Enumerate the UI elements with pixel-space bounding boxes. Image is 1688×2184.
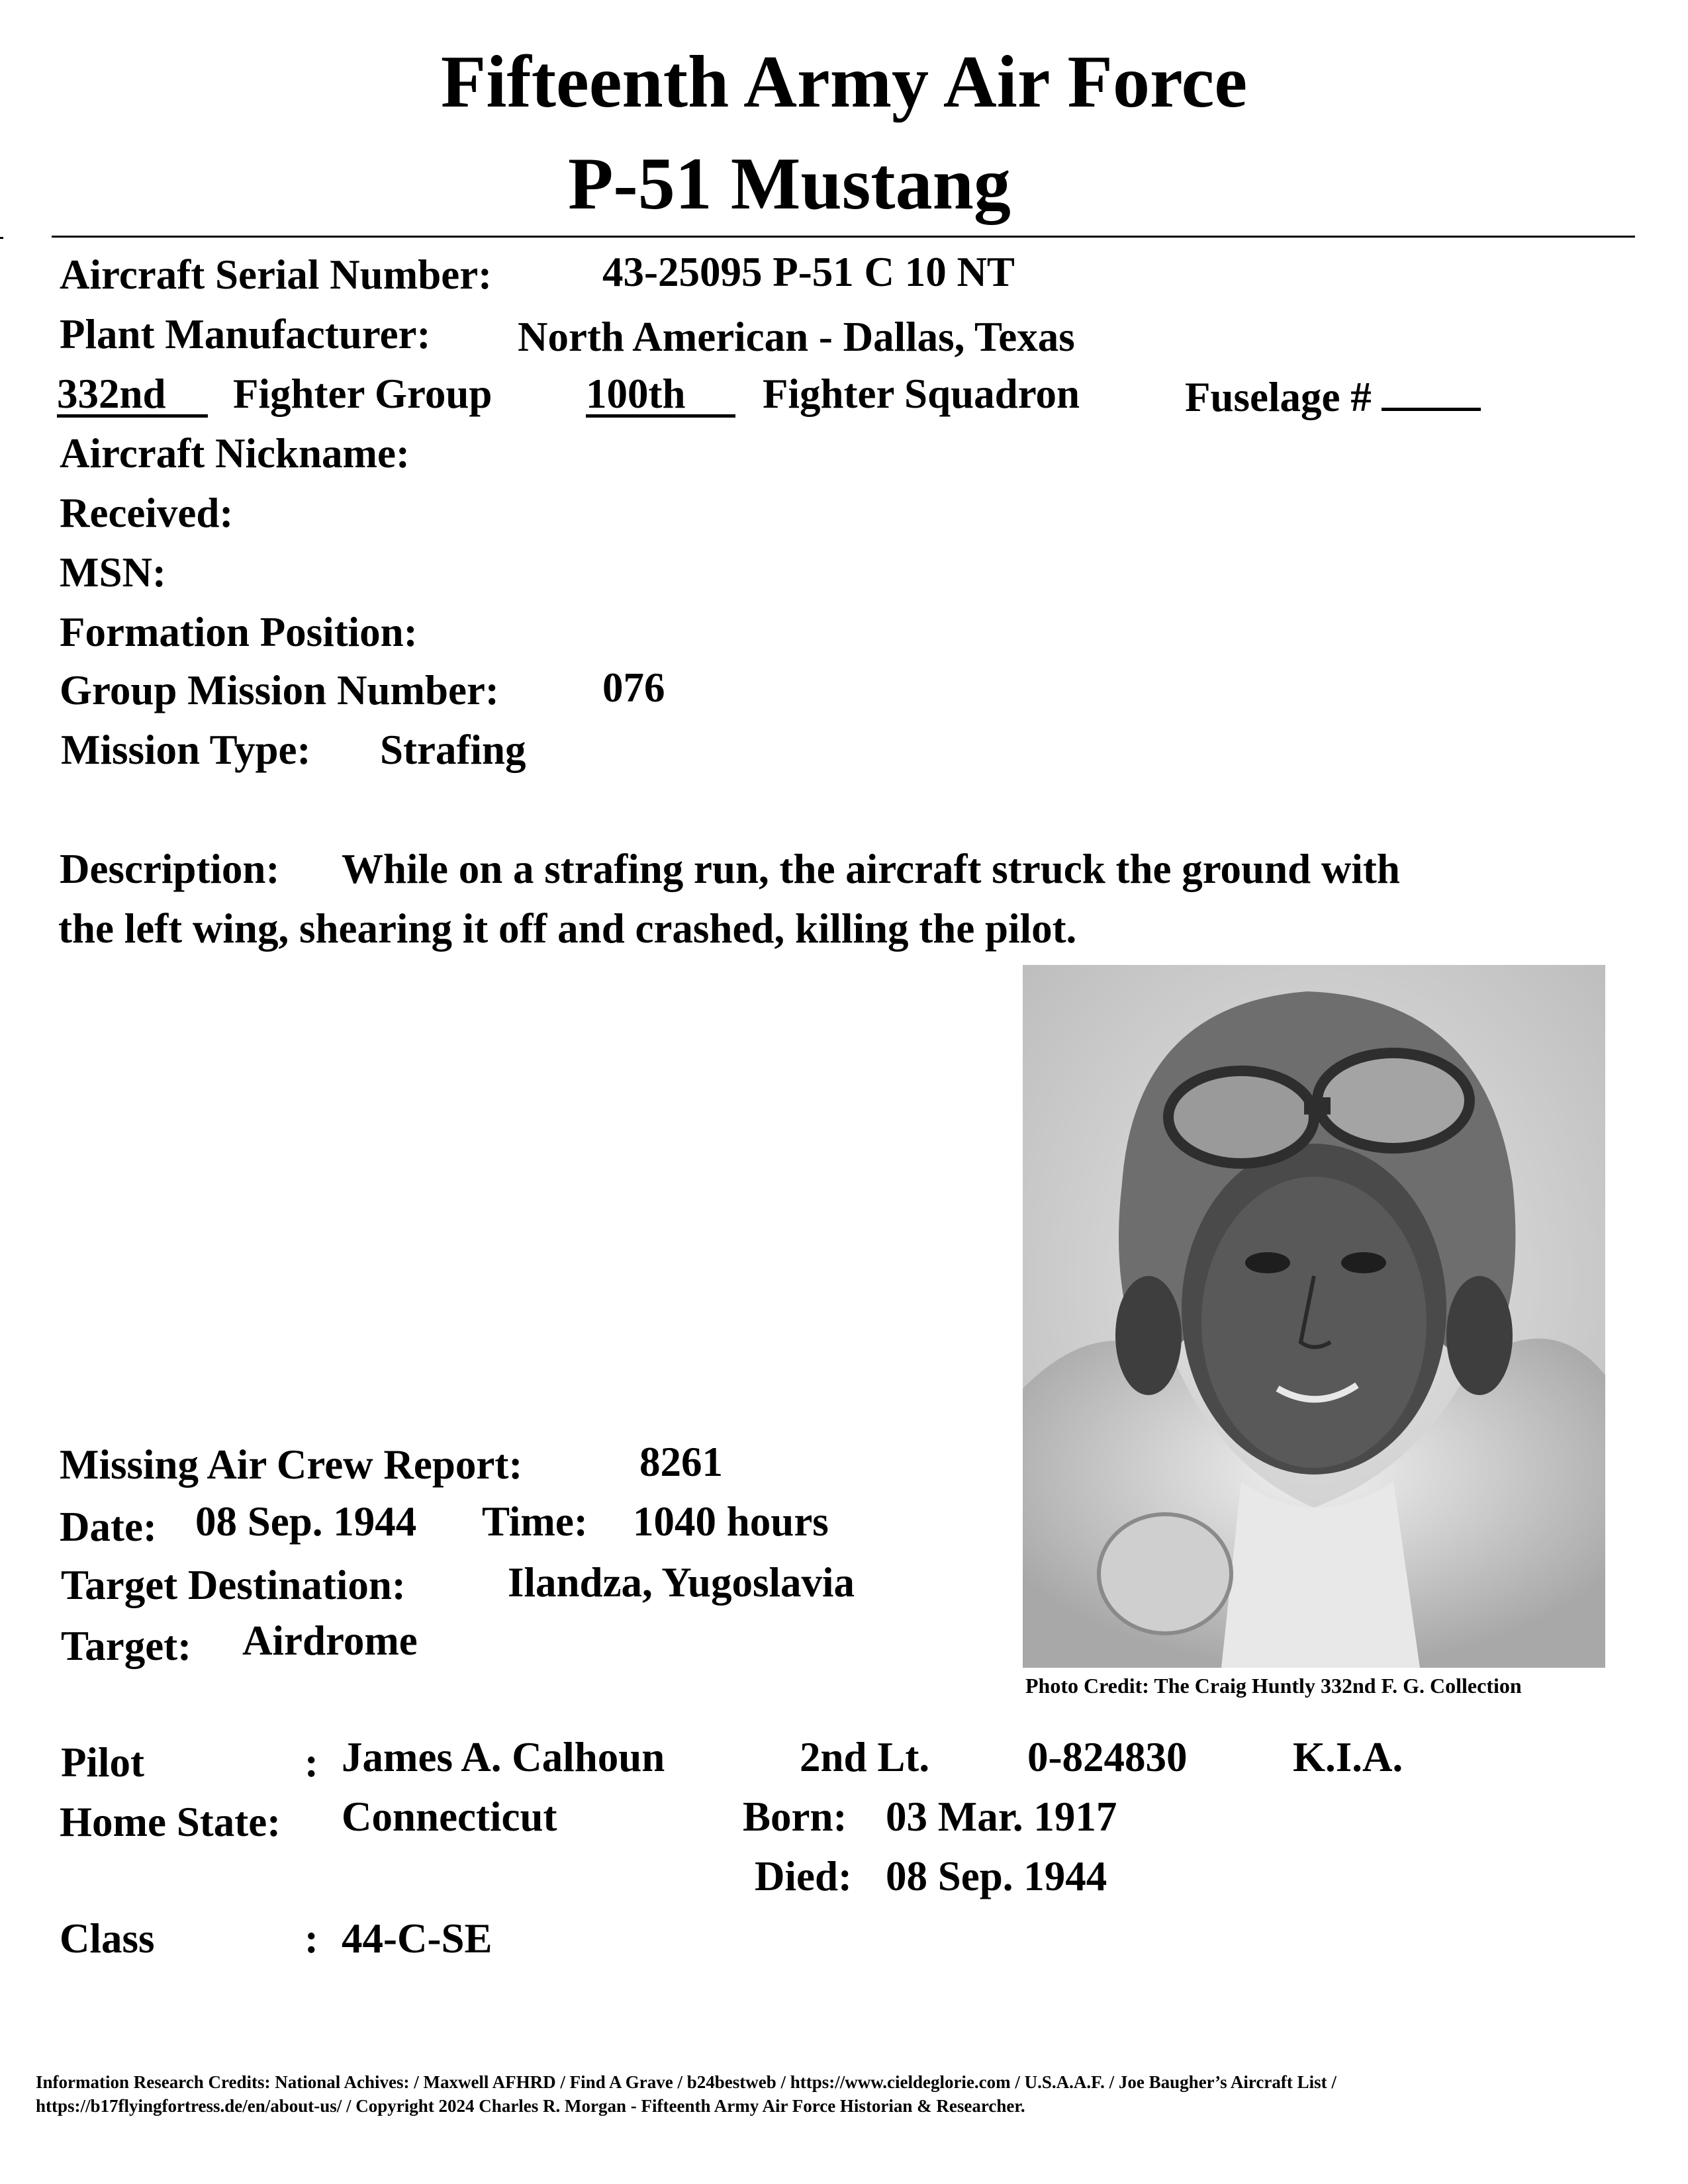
photo-caption: Photo Credit: The Craig Huntly 332nd F. G. Collection [1025,1674,1522,1698]
date-label: Date: [60,1504,157,1550]
destination-value: Ilandza, Yugoslavia [508,1559,855,1606]
pilot-photo [1023,965,1605,1668]
home-state-label: Home State: [60,1799,281,1845]
class-label: Class [60,1915,155,1962]
pilot-rank: 2nd Lt. [800,1734,930,1780]
target-label: Target: [61,1623,192,1669]
macr-value: 8261 [639,1439,723,1485]
date-value: 08 Sep. 1944 [195,1498,417,1545]
description-label: Description: [60,846,280,892]
nickname-label: Aircraft Nickname: [60,430,410,477]
born-value: 03 Mar. 1917 [886,1794,1117,1840]
msn-label: MSN: [60,549,166,596]
page-title-line1: Fifteenth Army Air Force [440,41,1248,123]
home-state-value: Connecticut [342,1794,557,1840]
group-mission-value: 076 [602,664,665,711]
fuselage-blank [1382,373,1481,411]
mission-type-value: Strafing [380,727,526,773]
margin-tick [0,237,3,239]
squadron-row [586,373,735,418]
credits-line1: Information Research Credits: National Achives: / Maxwell AFHRD / Find A Grave / b24bestweb / https://www.cieldeglorie.com / U.S.A.A.F. / Joe Baugher’s Aircraft List / [36,2072,1336,2092]
pilot-colon: : [305,1739,318,1786]
serial-value: 43-25095 P-51 C 10 NT [602,249,1015,295]
page-title-line2: P-51 Mustang [568,143,1011,225]
description-line2: the left wing, shearing it off and crashed, killing the pilot. [58,905,1077,952]
time-value: 1040 hours [633,1498,829,1545]
pilot-status: K.I.A. [1293,1734,1403,1780]
serial-label: Aircraft Serial Number: [60,251,492,298]
formation-label: Formation Position: [60,609,418,655]
description-line1: While on a strafing run, the aircraft struck the ground with [342,846,1400,892]
received-label: Received: [60,490,234,536]
group-label: Fighter Group [233,371,492,417]
destination-label: Target Destination: [61,1562,406,1608]
group-value: 332nd [57,375,208,418]
group-mission-label: Group Mission Number: [60,667,499,713]
credits-line2: https://b17flyingfortress.de/en/about-us/ / Copyright 2024 Charles R. Morgan - Fifteenth Army Air Force Historian & Researcher. [36,2096,1025,2116]
class-value: 44-C-SE [342,1915,492,1962]
target-value: Airdrome [242,1617,418,1664]
mission-type-label: Mission Type: [61,727,311,773]
pilot-name: James A. Calhoun [342,1734,665,1780]
group-row [57,373,208,418]
squadron-value: 100th [586,375,735,418]
squadron-label: Fighter Squadron [763,371,1080,417]
fuselage-label: Fuselage # [1185,373,1481,418]
manufacturer-value: North American - Dallas, Texas [518,314,1075,360]
header-divider [52,236,1635,238]
macr-label: Missing Air Crew Report: [60,1441,523,1488]
pilot-service-number: 0-824830 [1027,1734,1188,1780]
died-label: Died: [755,1853,852,1899]
time-label: Time: [482,1498,588,1545]
born-label: Born: [743,1794,847,1840]
class-colon: : [305,1915,318,1962]
died-value: 08 Sep. 1944 [886,1853,1107,1899]
pilot-label: Pilot [61,1739,144,1786]
manufacturer-label: Plant Manufacturer: [60,311,431,357]
